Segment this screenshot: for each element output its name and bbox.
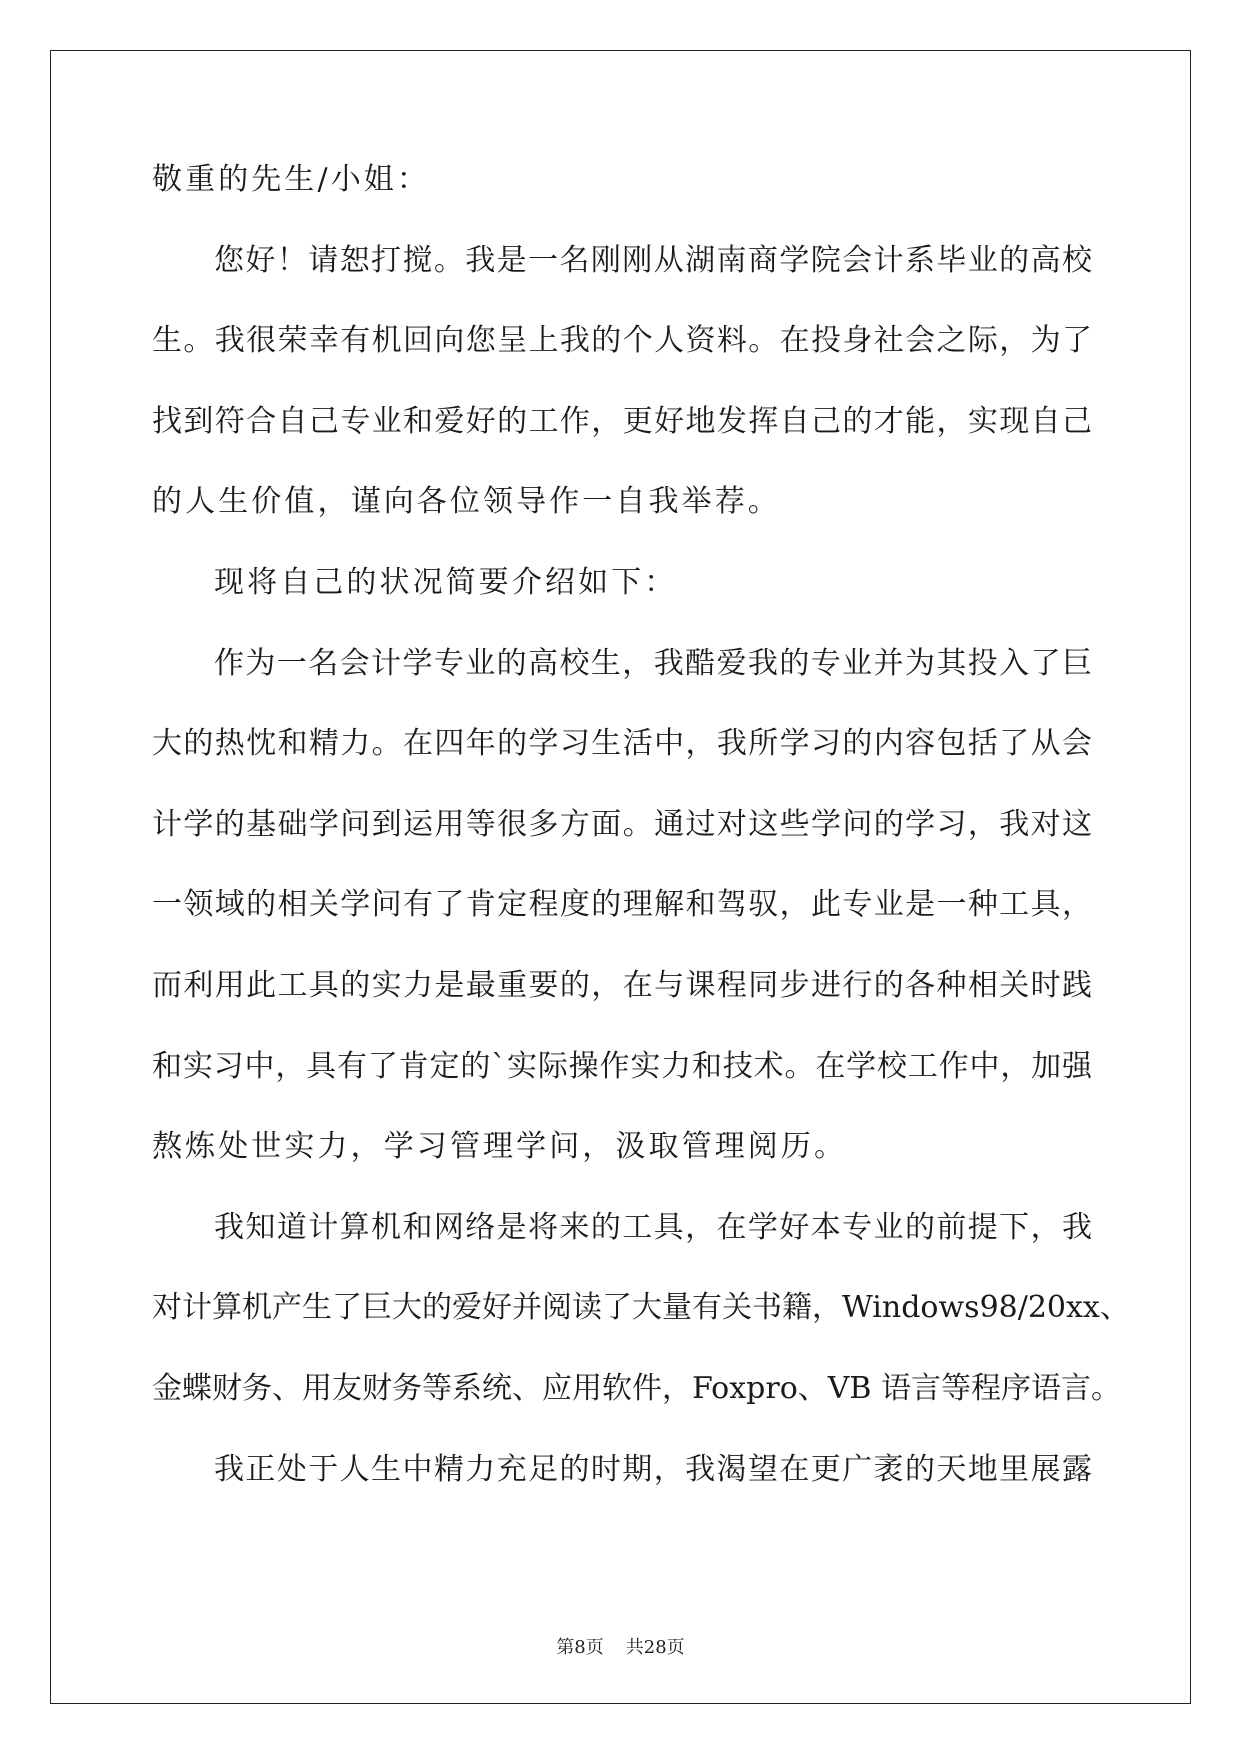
- paragraph-line: 而利用此工具的实力是最重要的，在与课程同步进行的各种相关时践: [152, 967, 1092, 1003]
- paragraph-line: 金蝶财务、用友财务等系统、应用软件，Foxpro、VB 语言等程序语言。: [152, 1370, 1122, 1406]
- paragraph-line: 我正处于人生中精力充足的时期，我渴望在更广袤的天地里展露: [214, 1451, 1092, 1487]
- paragraph-line: 对计算机产生了巨大的爱好并阅读了大量有关书籍，Windows98/20xx、: [152, 1290, 1130, 1326]
- paragraph-line: 计学的基础学问到运用等很多方面。通过对这些学问的学习，我对这: [152, 806, 1092, 842]
- paragraph-line: 的人生价值，谨向各位领导作一自我举荐。: [152, 484, 781, 520]
- paragraph-line: 熬炼处世实力，学习管理学问，汲取管理阅历。: [152, 1129, 848, 1165]
- paragraph-line: 一领域的相关学问有了肯定程度的理解和驾驭，此专业是一种工具，: [152, 887, 1092, 923]
- paragraph-line: 生。我很荣幸有机回向您呈上我的个人资料。在投身社会之际，为了: [152, 323, 1092, 359]
- page-number-total: 共28页: [625, 1637, 685, 1658]
- page-footer: [0, 1633, 1241, 1659]
- page-number-current: 第8页: [556, 1637, 604, 1658]
- paragraph-line: 找到符合自己专业和爱好的工作，更好地发挥自己的才能，实现自己: [152, 403, 1092, 439]
- document-body: [152, 160, 1130, 1530]
- paragraph-line: 作为一名会计学专业的高校生，我酷爱我的专业并为其投入了巨: [214, 645, 1092, 681]
- paragraph-line: 我知道计算机和网络是将来的工具，在学好本专业的前提下，我: [214, 1209, 1092, 1245]
- paragraph-line: 您好！请恕打搅。我是一名刚刚从湖南商学院会计系毕业的高校: [214, 242, 1092, 278]
- paragraph-line: 大的热忱和精力。在四年的学习生活中，我所学习的内容包括了从会: [152, 726, 1092, 762]
- paragraph-line: 和实习中，具有了肯定的`实际操作实力和技术。在学校工作中，加强: [152, 1048, 1092, 1084]
- paragraph-line: 现将自己的状况简要介绍如下：: [214, 564, 678, 600]
- salutation-line: 敬重的先生/小姐：: [152, 162, 431, 197]
